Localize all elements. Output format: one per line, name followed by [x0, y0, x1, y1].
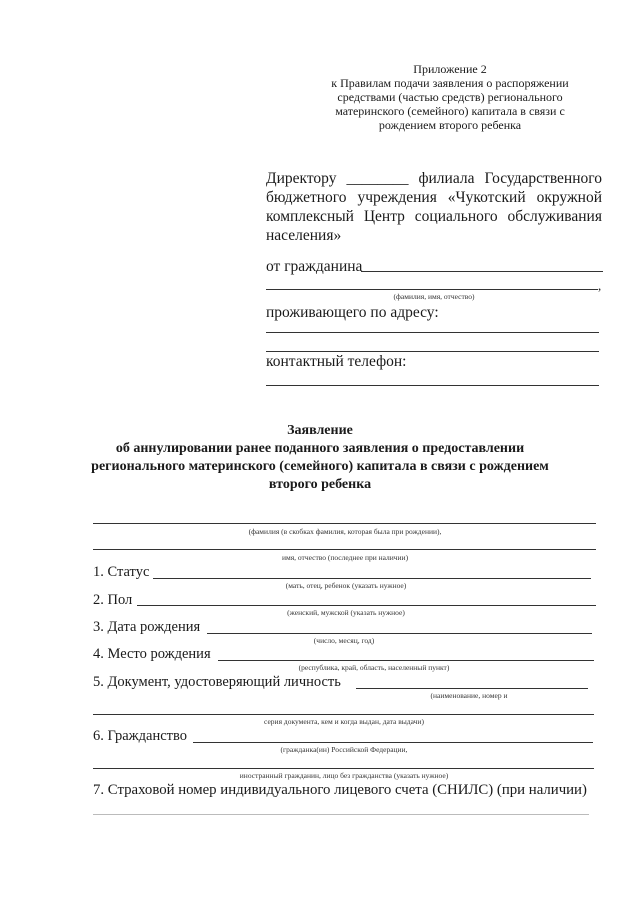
addressee-block: [266, 169, 602, 245]
id-document-label: 5. Документ, удостоверяющий личность: [93, 674, 341, 690]
surname-hint: (фамилия (в скобках фамилия, которая была при рождении),: [248, 527, 442, 536]
name-hint: имя, отчество (последнее при наличии): [281, 553, 409, 562]
address-line-1[interactable]: [266, 332, 599, 333]
status-line[interactable]: [153, 578, 591, 579]
addressee-line: комплексный Центр социального обслуживания: [266, 208, 602, 225]
status-label: 1. Статус: [93, 564, 150, 580]
birthplace-hint: (республика, край, область, населенный пункт): [298, 663, 450, 672]
name-line[interactable]: [266, 289, 598, 290]
birthdate-label: 3. Дата рождения: [93, 619, 201, 635]
comma: ,: [598, 278, 602, 293]
citizenship-hint-2: иностранный гражданин, лицо без гражданства (указать нужное): [239, 771, 449, 780]
birthdate-line[interactable]: [207, 633, 592, 634]
phone-label: контактный телефон:: [266, 353, 407, 370]
id-document-line[interactable]: [356, 688, 588, 689]
title-line: Заявление: [287, 423, 353, 438]
from-citizen-line[interactable]: [361, 271, 603, 272]
title-line: об аннулировании ранее поданного заявления о предоставлении: [115, 441, 525, 456]
citizenship-hint: (гражданка(ин) Российской Федерации,: [280, 745, 408, 754]
citizenship-line[interactable]: [193, 742, 593, 743]
appendix-line: к Правилам подачи заявления о распоряжении: [331, 76, 569, 90]
first-name-line[interactable]: [93, 549, 596, 550]
snils-line[interactable]: [93, 814, 589, 815]
addressee-line: бюджетного учреждения «Чукотский окружной: [266, 189, 602, 206]
phone-line[interactable]: [266, 385, 599, 386]
title-line: второго ребенка: [268, 477, 372, 492]
appendix-line: рождением второго ребенка: [378, 118, 522, 132]
surname-line[interactable]: [93, 523, 596, 524]
citizenship-line-2[interactable]: [93, 768, 594, 769]
appendix-line: материнского (семейного) капитала в связи с: [335, 104, 565, 118]
name-hint: (фамилия, имя, отчество): [393, 292, 475, 301]
appendix-line: Приложение 2: [413, 62, 487, 76]
sex-hint: (женский, мужской (указать нужное): [287, 608, 405, 617]
title-line: регионального материнского (семейного) капитала в связи с рождением: [91, 459, 549, 474]
id-document-line-2[interactable]: [93, 714, 594, 715]
document-title: [60, 422, 580, 494]
sex-line[interactable]: [137, 605, 596, 606]
sex-label: 2. Пол: [93, 592, 133, 608]
id-document-hint: (наименование, номер и: [430, 691, 508, 700]
from-citizen-label: от гражданина: [266, 258, 363, 275]
appendix-header: [300, 62, 600, 132]
birthplace-line[interactable]: [218, 660, 594, 661]
addressee-line: Директору ________ филиала Государственного: [266, 170, 602, 187]
snils-label: 7. Страховой номер индивидуального лицевого счета (СНИЛС) (при наличии): [93, 782, 587, 798]
citizenship-label: 6. Гражданство: [93, 728, 188, 744]
id-document-hint-2: серия документа, кем и когда выдан, дата выдачи): [264, 717, 424, 726]
appendix-line: средствами (частью средств) регионального: [337, 90, 563, 104]
birthdate-hint: (число, месяц, год): [313, 636, 375, 645]
status-hint: (мать, отец, ребенок (указать нужное): [285, 581, 407, 590]
birthplace-label: 4. Место рождения: [93, 646, 211, 662]
address-label: проживающего по адресу:: [266, 304, 439, 321]
addressee-line: населения»: [266, 227, 342, 244]
